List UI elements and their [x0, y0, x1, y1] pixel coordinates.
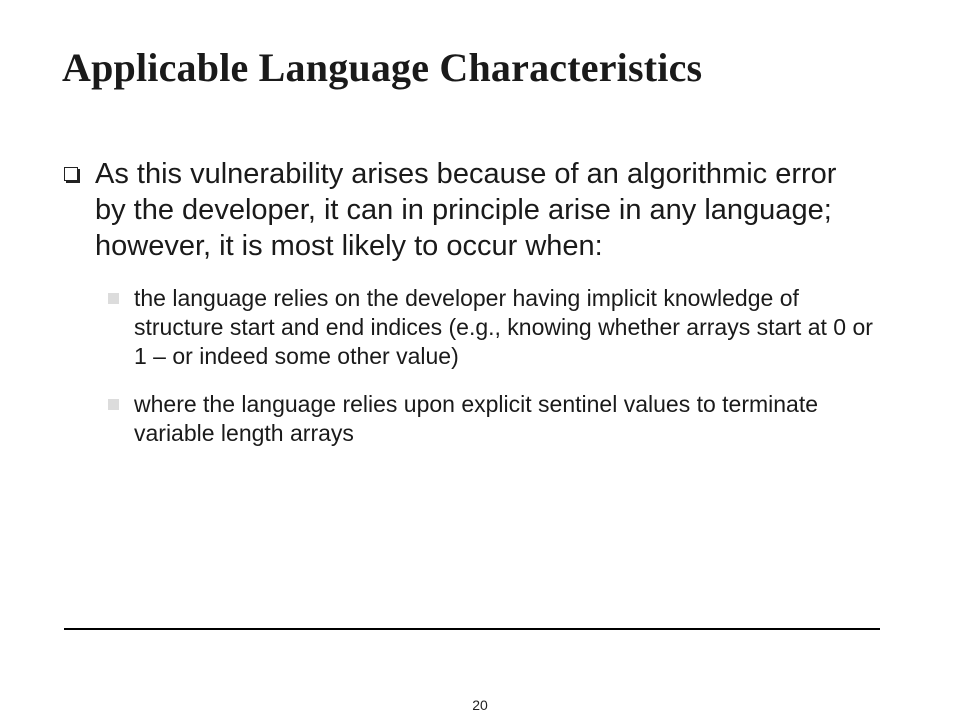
checkbox-bullet-icon: [64, 167, 78, 181]
sub-bullet-text: where the language relies upon explicit sentinel values to terminate variable length arrays: [134, 391, 819, 446]
main-bullet: [64, 156, 874, 264]
sub-bullet: [108, 390, 874, 448]
sub-bullet: [108, 284, 874, 371]
square-bullet-icon: [108, 293, 119, 304]
sub-bullet-text: the language relies on the developer having implicit knowledge of structure start and end indices (e.g., knowing whether arrays start at 0 or 1 – or indeed some other value): [134, 285, 873, 369]
page-number: 20: [472, 697, 488, 713]
slide-title: Applicable Language Characteristics: [62, 45, 703, 90]
square-bullet-icon: [108, 399, 119, 410]
sub-bullet-list: [108, 284, 874, 448]
main-bullet-text: As this vulnerability arises because of an algorithmic error by the developer, it can in principle arise in any language; however, it is most likely to occur when:: [95, 158, 837, 262]
footer-divider: [64, 628, 880, 630]
bullet-list: [64, 156, 874, 467]
